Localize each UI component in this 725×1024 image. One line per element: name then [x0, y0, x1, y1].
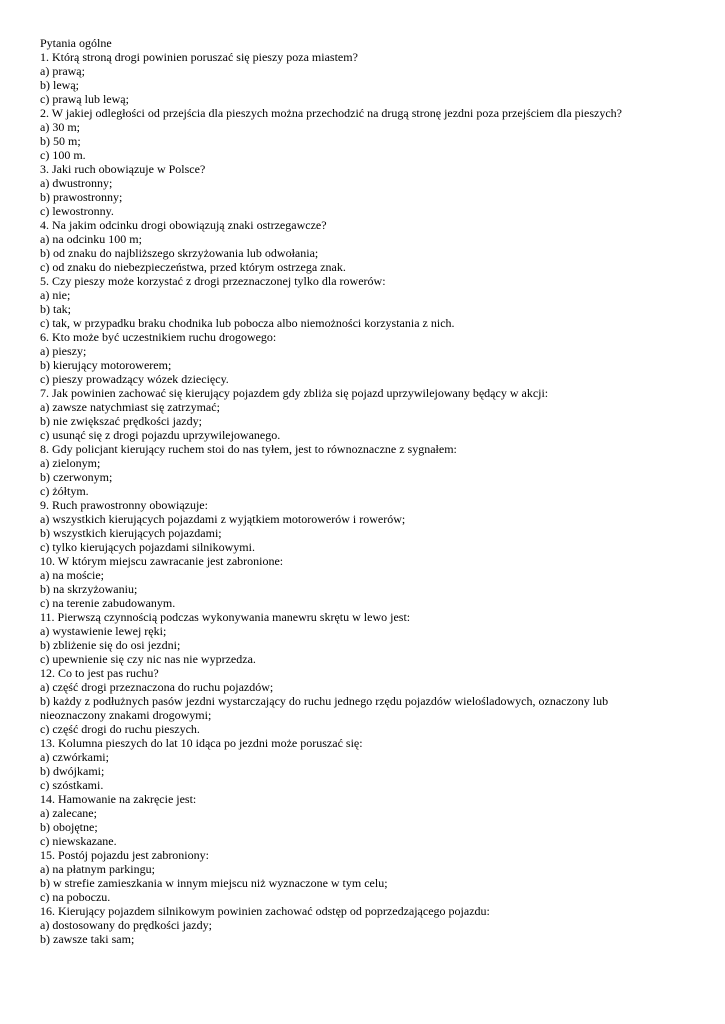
question-list [40, 50, 690, 946]
answer-option: b) obojętne; [40, 820, 98, 834]
answer-option: c) upewnienie się czy nic nas nie wyprzedza. [40, 652, 256, 666]
answer-option: a) nie; [40, 288, 71, 302]
answer-option: c) żółtym. [40, 484, 89, 498]
question-block [40, 50, 690, 106]
answer-option: a) prawą; [40, 64, 85, 78]
answer-option: b) nie zwiększać prędkości jazdy; [40, 414, 202, 428]
question-text: 2. W jakiej odległości od przejścia dla pieszych można przechodzić na drugą stronę jezdni poza przejściem dla pieszych? [40, 106, 622, 120]
answer-option: c) na terenie zabudowanym. [40, 596, 176, 610]
answer-option: c) na poboczu. [40, 890, 111, 904]
answer-option: b) zawsze taki sam; [40, 932, 135, 946]
question-text: 14. Hamowanie na zakręcie jest: [40, 792, 197, 806]
question-text: 6. Kto może być uczestnikiem ruchu drogowego: [40, 330, 277, 344]
answer-option: a) na odcinku 100 m; [40, 232, 142, 246]
answer-option: b) czerwonym; [40, 470, 113, 484]
question-text: 10. W którym miejscu zawracanie jest zabronione: [40, 554, 284, 568]
question-text: 12. Co to jest pas ruchu? [40, 666, 159, 680]
question-block [40, 736, 690, 792]
document-page [40, 36, 690, 946]
question-text: 5. Czy pieszy może korzystać z drogi przeznaczonej tylko dla rowerów: [40, 274, 386, 288]
answer-option: c) część drogi do ruchu pieszych. [40, 722, 200, 736]
answer-option: b) prawostronny; [40, 190, 123, 204]
question-text: 16. Kierujący pojazdem silnikowym powinien zachować odstęp od poprzedzającego pojazdu: [40, 904, 490, 918]
document-title: Pytania ogólne [40, 36, 112, 50]
question-block [40, 106, 690, 162]
answer-option: b) na skrzyżowaniu; [40, 582, 138, 596]
answer-option: a) czwórkami; [40, 750, 109, 764]
answer-option: c) lewostronny. [40, 204, 114, 218]
question-block [40, 792, 690, 848]
answer-option: c) prawą lub lewą; [40, 92, 129, 106]
question-block [40, 218, 690, 274]
question-text: 4. Na jakim odcinku drogi obowiązują znaki ostrzegawcze? [40, 218, 327, 232]
question-block [40, 610, 690, 666]
answer-option: c) 100 m. [40, 148, 86, 162]
question-block [40, 330, 690, 386]
question-text: 13. Kolumna pieszych do lat 10 idąca po jezdni może poruszać się: [40, 736, 363, 750]
answer-option: a) wystawienie lewej ręki; [40, 624, 167, 638]
answer-option: a) dostosowany do prędkości jazdy; [40, 918, 212, 932]
question-block [40, 498, 690, 554]
answer-option: a) zawsze natychmiast się zatrzymać; [40, 400, 220, 414]
question-text: 3. Jaki ruch obowiązuje w Polsce? [40, 162, 206, 176]
answer-option: a) wszystkich kierujących pojazdami z wyjątkiem motorowerów i rowerów; [40, 512, 406, 526]
question-block [40, 904, 690, 946]
answer-option: b) dwójkami; [40, 764, 105, 778]
answer-option: a) zalecane; [40, 806, 97, 820]
answer-option: c) tak, w przypadku braku chodnika lub pobocza albo niemożności korzystania z nich. [40, 316, 455, 330]
question-block [40, 274, 690, 330]
answer-option: c) usunąć się z drogi pojazdu uprzywilejowanego. [40, 428, 281, 442]
answer-option: b) od znaku do najbliższego skrzyżowania lub odwołania; [40, 246, 319, 260]
answer-option: b) w strefie zamieszkania w innym miejscu niż wyznaczone w tym celu; [40, 876, 388, 890]
answer-option: b) lewą; [40, 78, 79, 92]
question-text: 15. Postój pojazdu jest zabroniony: [40, 848, 209, 862]
answer-option: c) szóstkami. [40, 778, 104, 792]
answer-option: b) tak; [40, 302, 71, 316]
answer-option: a) pieszy; [40, 344, 87, 358]
answer-option: b) wszystkich kierujących pojazdami; [40, 526, 222, 540]
answer-option: c) pieszy prowadzący wózek dziecięcy. [40, 372, 229, 386]
answer-option: b) zbliżenie się do osi jezdni; [40, 638, 181, 652]
question-text: 11. Pierwszą czynnością podczas wykonywania manewru skrętu w lewo jest: [40, 610, 411, 624]
answer-option: b) kierujący motorowerem; [40, 358, 172, 372]
answer-option: c) tylko kierujących pojazdami silnikowymi. [40, 540, 255, 554]
answer-option: a) 30 m; [40, 120, 80, 134]
answer-option: b) 50 m; [40, 134, 81, 148]
question-text: 9. Ruch prawostronny obowiązuje: [40, 498, 208, 512]
answer-option: a) część drogi przeznaczona do ruchu pojazdów; [40, 680, 274, 694]
question-text: 8. Gdy policjant kierujący ruchem stoi do nas tyłem, jest to równoznaczne z sygnałem: [40, 442, 457, 456]
question-block [40, 666, 690, 736]
question-block [40, 554, 690, 610]
question-block [40, 162, 690, 218]
question-block [40, 442, 690, 498]
answer-option: a) dwustronny; [40, 176, 113, 190]
answer-option: a) na moście; [40, 568, 104, 582]
question-text: 1. Którą stroną drogi powinien poruszać się pieszy poza miastem? [40, 50, 358, 64]
answer-option: a) zielonym; [40, 456, 101, 470]
answer-option: c) od znaku do niebezpieczeństwa, przed którym ostrzega znak. [40, 260, 346, 274]
answer-option: c) niewskazane. [40, 834, 117, 848]
question-text: 7. Jak powinien zachować się kierujący pojazdem gdy zbliża się pojazd uprzywilejowany będący w akcji: [40, 386, 549, 400]
question-block [40, 386, 690, 442]
question-block [40, 848, 690, 904]
answer-option: a) na płatnym parkingu; [40, 862, 155, 876]
answer-option: b) każdy z podłużnych pasów jezdni wystarczający do ruchu jednego rzędu pojazdów wielośladowych, oznaczony lub nieoznaczony znakami drogowymi; [40, 694, 609, 722]
